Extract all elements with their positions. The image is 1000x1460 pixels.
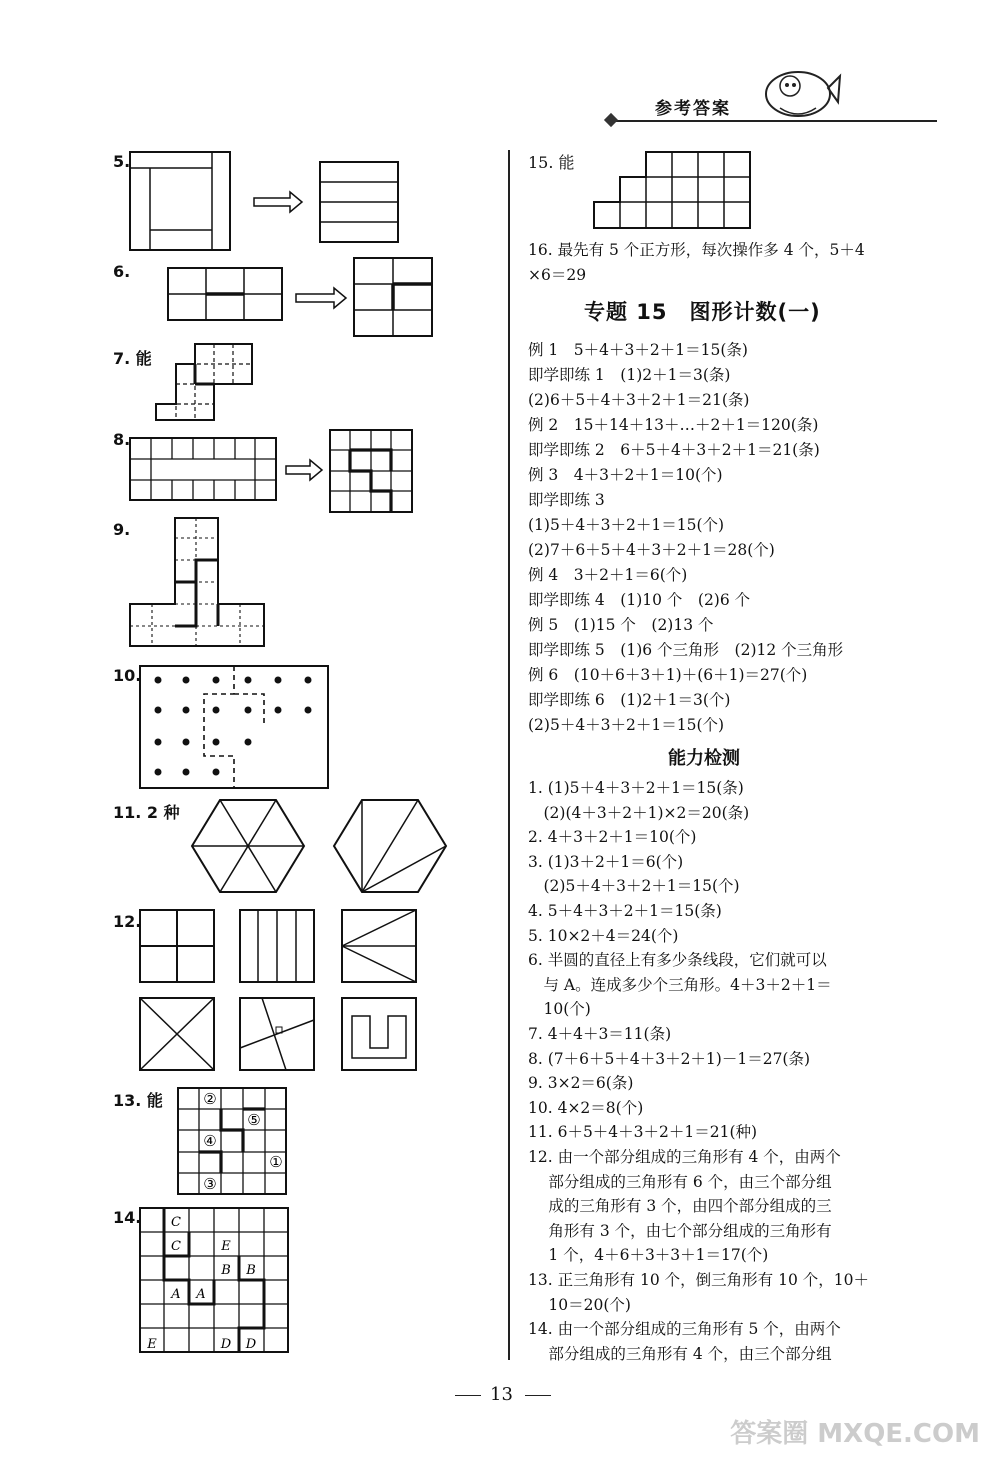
answer-line: 10. 4×2＝8(个) — [528, 1098, 644, 1117]
q16-line2: ×6＝29 — [528, 266, 587, 284]
piece-mark: ⑤ — [247, 1111, 261, 1129]
answer-line: 12. 由一个部分组成的三角形有 4 个，由两个 — [528, 1148, 841, 1166]
piece-letter: B — [246, 1263, 256, 1278]
answer-line: 2. 4＋3＋2＋1＝10(个) — [528, 828, 697, 847]
example-line: 即学即练 1 (1)2＋1＝3(条) — [528, 366, 731, 384]
piece-letter: E — [221, 1239, 231, 1254]
header-title: 参考答案 — [655, 99, 731, 119]
q5-label: 5. — [113, 152, 131, 171]
example-line: (2)6＋5＋4＋3＋2＋1＝21(条) — [528, 391, 750, 409]
header-ornament — [604, 113, 618, 127]
q12-label: 12. — [113, 912, 142, 931]
example-line: 即学即练 3 — [528, 491, 605, 509]
q8-label: 8. — [113, 430, 131, 449]
fish-mascot-icon — [760, 58, 840, 124]
example-line: 即学即练 4 (1)10 个 (2)6 个 — [528, 591, 751, 609]
example-line: (2)5＋4＋3＋2＋1＝15(个) — [528, 716, 725, 734]
piece-letter: B — [221, 1263, 231, 1278]
column-divider — [508, 150, 510, 1360]
answer-line: 3. (1)3＋2＋1＝6(个) — [528, 852, 684, 871]
answer-line: 部分组成的三角形有 4 个，由三个部分组 — [528, 1344, 832, 1363]
answer-line: 1 个，4＋6＋3＋3＋1＝17(个) — [528, 1246, 769, 1265]
piece-mark: ③ — [203, 1175, 217, 1193]
answer-line: 7. 4＋4＋3＝11(条) — [528, 1025, 672, 1043]
answer-line: 5. 10×2＋4＝24(个) — [528, 926, 679, 945]
grid-dot — [183, 707, 190, 714]
q10-label: 10. — [113, 666, 142, 685]
answer-line: 9. 3×2＝6(条) — [528, 1074, 634, 1093]
grid-dot — [213, 739, 220, 746]
grid-dot — [245, 707, 252, 714]
example-line: 例 6 (10＋6＋3＋1)＋(6＋1)＝27(个) — [528, 666, 808, 684]
answer-line: 角形有 3 个，由七个部分组成的三角形有 — [528, 1221, 832, 1240]
grid-dot — [183, 677, 190, 684]
grid-dot — [275, 677, 282, 684]
grid-dot — [155, 769, 162, 776]
example-line: 即学即练 2 6＋5＋4＋3＋2＋1＝21(条) — [528, 441, 820, 459]
q8-figure — [130, 428, 420, 514]
answer-line: 10＝20(个) — [528, 1295, 631, 1314]
watermark: 答案圈 MXQE.COM — [730, 1419, 980, 1449]
grid-dot — [213, 677, 220, 684]
grid-dot — [275, 707, 282, 714]
answer-line: 1. (1)5＋4＋3＋2＋1＝15(条) — [528, 779, 744, 797]
q15-label: 15. 能 — [528, 153, 575, 172]
example-line: 例 2 15＋14＋13＋…＋2＋1＝120(条) — [528, 416, 819, 434]
piece-mark: ② — [203, 1090, 217, 1108]
q6-label: 6. — [113, 262, 131, 281]
grid-dot — [245, 739, 252, 746]
grid-dot — [305, 707, 312, 714]
example-line: 例 5 (1)15 个 (2)13 个 — [528, 616, 714, 634]
answer-line: 与 A。连成多少个三角形。4＋3＋2＋1＝ — [528, 975, 832, 994]
piece-letter: E — [147, 1337, 157, 1352]
q12-figure — [138, 908, 422, 1076]
q9-label: 9. — [113, 520, 131, 539]
piece-letter: D — [220, 1337, 232, 1352]
answer-line: 10(个) — [528, 1000, 591, 1019]
piece-letter: A — [196, 1287, 206, 1302]
answer-line: 14. 由一个部分组成的三角形有 5 个，由两个 — [528, 1320, 841, 1339]
grid-dot — [155, 677, 162, 684]
answer-line: 部分组成的三角形有 6 个，由三个部分组 — [528, 1172, 832, 1191]
example-line: 例 3 4＋3＋2＋1＝10(个) — [528, 466, 723, 484]
q16-line1: 16. 最先有 5 个正方形，每次操作多 4 个，5＋4 — [528, 241, 865, 259]
q6-figure — [168, 256, 438, 340]
example-line: 即学即练 6 (1)2＋1＝3(个) — [528, 691, 731, 709]
example-line: 例 4 3＋2＋1＝6(个) — [528, 566, 688, 584]
section-title: 专题 15 图形计数(一) — [584, 300, 821, 324]
q13-figure — [178, 1088, 290, 1198]
grid-dot — [213, 769, 220, 776]
grid-dot — [183, 769, 190, 776]
piece-mark: ① — [269, 1153, 283, 1171]
answer-line: 4. 5＋4＋3＋2＋1＝15(条) — [528, 902, 722, 920]
answer-line: 成的三角形有 3 个，由四个部分组成的三 — [528, 1197, 832, 1216]
q11-figure — [192, 798, 462, 894]
q7-label: 7. 能 — [113, 349, 152, 368]
q11-label: 11. 2 种 — [113, 803, 180, 822]
piece-letter: A — [171, 1287, 181, 1302]
q5-figure — [130, 150, 410, 250]
grid-dot — [183, 739, 190, 746]
q14-label: 14. — [113, 1208, 142, 1227]
q14-figure — [140, 1208, 292, 1356]
grid-dot — [245, 677, 252, 684]
answer-line: (2)(4＋3＋2＋1)×2＝20(条) — [528, 803, 750, 822]
grid-dot — [155, 739, 162, 746]
answer-line: 8. (7＋6＋5＋4＋3＋2＋1)－1＝27(条) — [528, 1049, 811, 1068]
answer-line: 13. 正三角形有 10 个，倒三角形有 10 个，10＋ — [528, 1271, 869, 1289]
piece-letter: C — [171, 1239, 181, 1254]
grid-dot — [213, 707, 220, 714]
q15-figure — [594, 150, 754, 232]
q7-figure — [156, 342, 256, 422]
piece-letter: D — [245, 1337, 257, 1352]
grid-dot — [305, 677, 312, 684]
ability-test-title: 能力检测 — [668, 748, 740, 769]
answer-line: (2)5＋4＋3＋2＋1＝15(个) — [528, 877, 740, 896]
example-line: 例 1 5＋4＋3＋2＋1＝15(条) — [528, 341, 748, 359]
answer-line: 6. 半圆的直径上有多少条线段，它们就可以 — [528, 951, 827, 970]
q13-label: 13. 能 — [113, 1091, 163, 1110]
piece-mark: ④ — [203, 1132, 217, 1150]
example-line: 即学即练 5 (1)6 个三角形 (2)12 个三角形 — [528, 641, 844, 659]
q10-figure — [140, 664, 330, 790]
grid-dot — [155, 707, 162, 714]
page-dash-left — [455, 1395, 481, 1396]
example-line: (2)7＋6＋5＋4＋3＋2＋1＝28(个) — [528, 541, 775, 559]
page-dash-right — [525, 1395, 551, 1396]
q9-figure — [130, 518, 270, 650]
piece-letter: C — [171, 1215, 181, 1230]
example-line: (1)5＋4＋3＋2＋1＝15(个) — [528, 516, 725, 534]
answer-line: 11. 6＋5＋4＋3＋2＋1＝21(种) — [528, 1123, 758, 1142]
page-number: 13 — [490, 1384, 513, 1405]
